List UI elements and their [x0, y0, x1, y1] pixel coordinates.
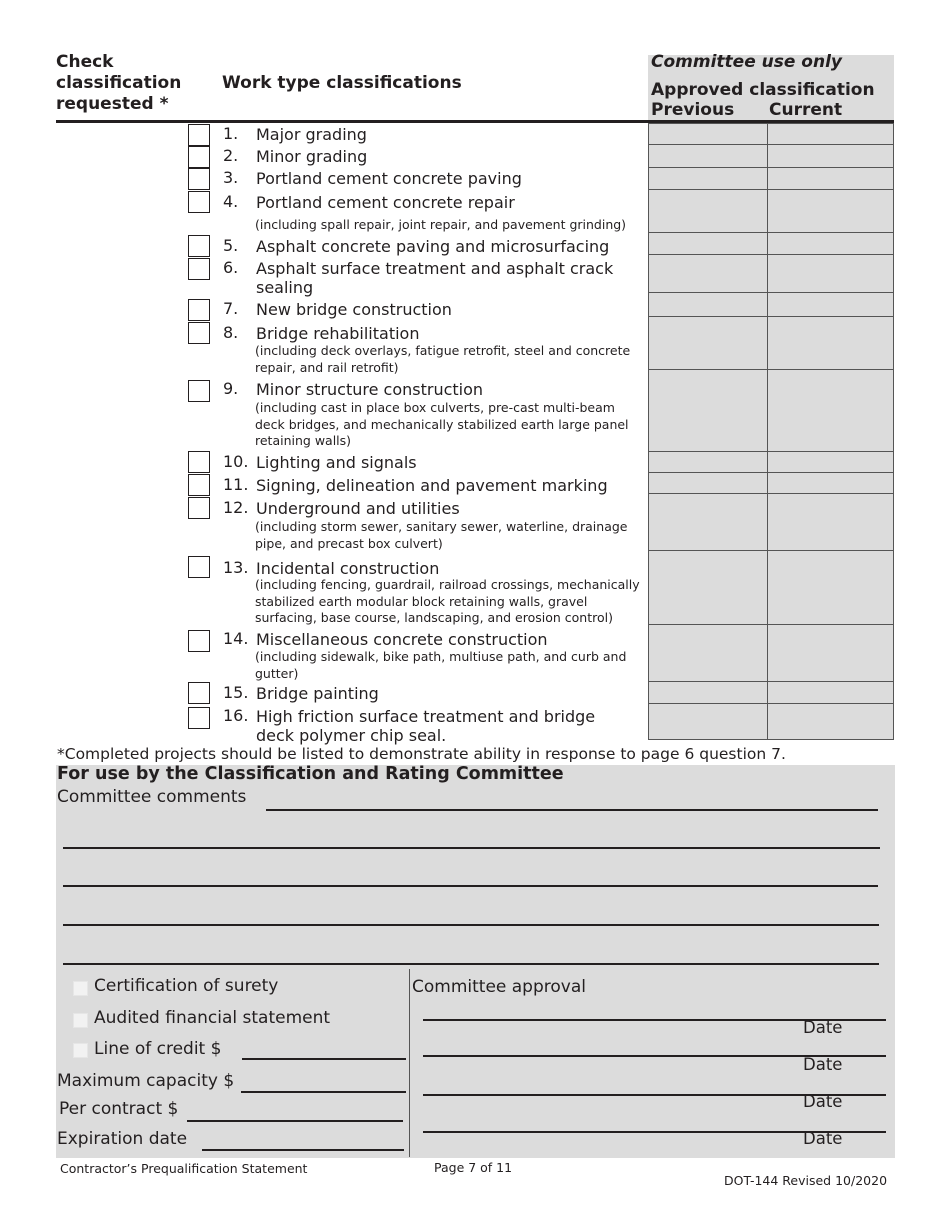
grid-row-line — [648, 167, 894, 168]
committee-comments-label: Committee comments — [57, 787, 247, 807]
classification-number: 12. — [223, 498, 249, 517]
classification-number: 15. — [223, 683, 249, 702]
footer-document-title: Contractor’s Prequalification Statement — [60, 1161, 308, 1176]
expiration-date-field[interactable] — [202, 1149, 404, 1151]
classification-checkbox-12[interactable] — [188, 497, 210, 519]
classification-checkbox-2[interactable] — [188, 146, 210, 168]
grid-row-line — [648, 451, 894, 452]
comments-line-5[interactable] — [63, 963, 879, 965]
committee-column-divider — [409, 969, 410, 1157]
classification-title: High friction surface treatment and bridge deck polymer chip seal. — [256, 707, 596, 745]
maximum-capacity-label: Maximum capacity $ — [57, 1071, 235, 1091]
classification-number: 16. — [223, 706, 249, 725]
grid-row-line — [648, 232, 894, 233]
classification-number: 3. — [223, 168, 239, 187]
footer-page-number: Page 7 of 11 — [434, 1160, 513, 1175]
per-contract-field[interactable] — [187, 1120, 403, 1122]
line-of-credit-field[interactable] — [242, 1058, 406, 1060]
classification-description: (including sidewalk, bike path, multiuse path, and curb and gutter) — [255, 649, 627, 681]
grid-row-line — [648, 144, 894, 145]
classification-title: Bridge rehabilitation — [256, 324, 420, 343]
certification-of-surety-label: Certification of surety — [94, 976, 279, 996]
classification-number: 4. — [223, 192, 239, 211]
comments-line-4[interactable] — [63, 924, 879, 926]
committee-section-title: For use by the Classification and Rating Committee — [57, 764, 564, 784]
comments-line-3[interactable] — [63, 885, 878, 887]
classification-title: Minor structure construction — [256, 380, 484, 399]
classification-title: Bridge painting — [256, 684, 379, 703]
classification-checkbox-13[interactable] — [188, 556, 210, 578]
classification-checkbox-10[interactable] — [188, 451, 210, 473]
grid-row-line — [648, 472, 894, 473]
grid-row-line — [648, 703, 894, 704]
expiration-date-label: Expiration date — [57, 1129, 188, 1149]
classification-checkbox-6[interactable] — [188, 258, 210, 280]
date-label: Date — [803, 1092, 843, 1111]
line-of-credit-checkbox[interactable] — [73, 1043, 88, 1058]
classification-title: New bridge construction — [256, 300, 452, 319]
current-column-header: Current — [769, 100, 843, 120]
classification-title: Lighting and signals — [256, 453, 417, 472]
date-label: Date — [803, 1055, 843, 1074]
classification-checkbox-11[interactable] — [188, 474, 210, 496]
classification-title: Miscellaneous concrete construction — [256, 630, 548, 649]
classification-description: (including cast in place box culverts, pre-cast multi-beam deck bridges, and mechanically stabilized earth large panel retaining walls) — [255, 400, 629, 448]
date-label: Date — [803, 1018, 843, 1037]
grid-row-line — [648, 739, 894, 740]
classification-checkbox-4[interactable] — [188, 191, 210, 213]
grid-row-line — [648, 550, 894, 551]
classification-checkbox-8[interactable] — [188, 322, 210, 344]
classification-title: Incidental construction — [256, 559, 440, 578]
classification-number: 13. — [223, 558, 249, 577]
check-column-header: Check classification requested * — [56, 52, 182, 114]
classification-number: 5. — [223, 236, 239, 255]
date-label: Date — [803, 1129, 843, 1148]
classification-number: 7. — [223, 299, 239, 318]
classification-checkbox-1[interactable] — [188, 124, 210, 146]
classification-number: 8. — [223, 323, 239, 342]
classification-description: (including storm sewer, sanitary sewer, waterline, drainage pipe, and precast box culvert) — [255, 519, 628, 551]
classification-title: Portland cement concrete paving — [256, 169, 522, 188]
classification-number: 10. — [223, 452, 249, 471]
classification-number: 14. — [223, 629, 249, 648]
classification-checkbox-5[interactable] — [188, 235, 210, 257]
classification-title: Minor grading — [256, 147, 368, 166]
classification-number: 6. — [223, 258, 239, 277]
audited-financial-statement-checkbox[interactable] — [73, 1013, 88, 1028]
approved-classification-label: Approved classification — [651, 80, 875, 100]
line-of-credit-label: Line of credit $ — [94, 1039, 222, 1059]
committee-section-background — [56, 765, 895, 1158]
work-type-column-header: Work type classifications — [222, 73, 462, 93]
classification-title: Portland cement concrete repair — [256, 193, 515, 212]
classification-number: 1. — [223, 124, 239, 143]
classification-title: Major grading — [256, 125, 367, 144]
classification-description: (including deck overlays, fatigue retrofit, steel and concrete repair, and rail retrofit) — [255, 343, 631, 375]
grid-row-line — [648, 123, 894, 124]
committee-approval-label: Committee approval — [412, 977, 586, 997]
footer-form-number: DOT-144 Revised 10/2020 — [724, 1173, 888, 1188]
grid-row-line — [648, 254, 894, 255]
classification-number: 9. — [223, 379, 239, 398]
previous-column-header: Previous — [651, 100, 735, 120]
committee-use-only-label: Committee use only — [651, 52, 843, 72]
certification-of-surety-checkbox[interactable] — [73, 981, 88, 996]
footnote: *Completed projects should be listed to demonstrate ability in response to page 6 question 7. — [57, 745, 786, 763]
classification-title: Signing, delineation and pavement marking — [256, 476, 608, 495]
audited-financial-statement-label: Audited financial statement — [94, 1008, 331, 1028]
classification-checkbox-7[interactable] — [188, 299, 210, 321]
grid-row-line — [648, 189, 894, 190]
comments-line-1[interactable] — [266, 809, 878, 811]
classification-title: Underground and utilities — [256, 499, 460, 518]
grid-row-line — [648, 369, 894, 370]
classification-checkbox-3[interactable] — [188, 168, 210, 190]
classification-checkbox-15[interactable] — [188, 682, 210, 704]
comments-line-2[interactable] — [63, 847, 880, 849]
classification-title: Asphalt concrete paving and microsurfacing — [256, 237, 610, 256]
grid-row-line — [648, 316, 894, 317]
maximum-capacity-field[interactable] — [241, 1091, 406, 1093]
grid-row-line — [648, 493, 894, 494]
grid-row-line — [648, 681, 894, 682]
classification-number: 2. — [223, 146, 239, 165]
classification-title: Asphalt surface treatment and asphalt crack sealing — [256, 259, 614, 297]
grid-column-divider — [767, 123, 768, 739]
per-contract-label: Per contract $ — [59, 1099, 179, 1119]
classification-description: (including spall repair, joint repair, and pavement grinding) — [255, 217, 627, 232]
grid-row-line — [648, 292, 894, 293]
classification-checkbox-9[interactable] — [188, 380, 210, 402]
classification-checkbox-16[interactable] — [188, 707, 210, 729]
classification-checkbox-14[interactable] — [188, 630, 210, 652]
committee-approval-grid — [648, 123, 894, 739]
classification-description: (including fencing, guardrail, railroad crossings, mechanically stabilized earth modular block retaining walls, gravel surfacing, base course, landscaping, and erosion control) — [255, 577, 640, 625]
grid-row-line — [648, 624, 894, 625]
classification-number: 11. — [223, 475, 249, 494]
